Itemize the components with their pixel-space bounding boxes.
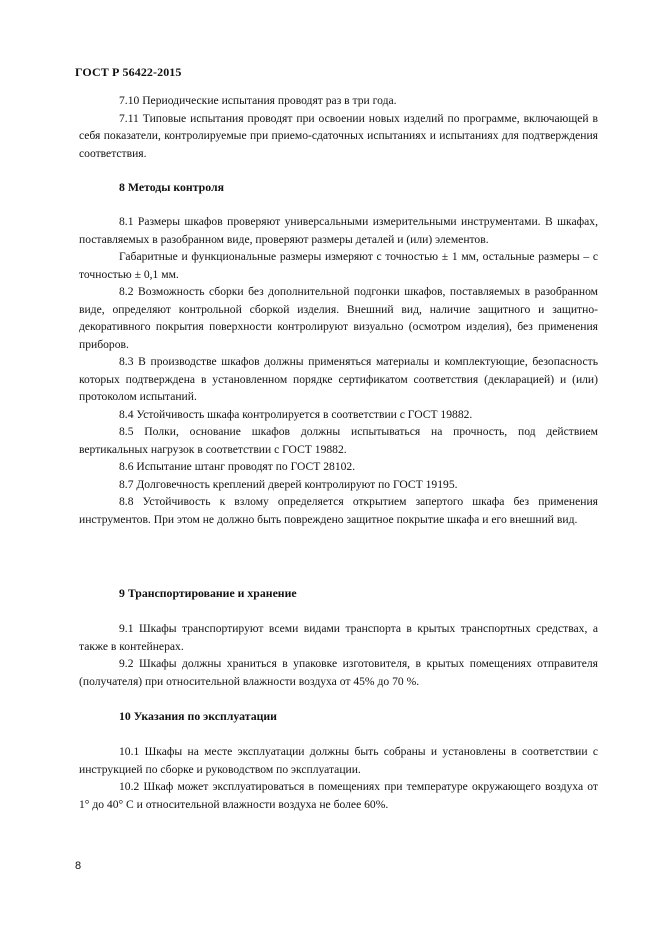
- section-9-body: [79, 620, 598, 690]
- paragraph-10-2: 10.2 Шкаф может эксплуатироваться в помещениях при температуре окружающего воздуха от 1° до 40° С и относительной влажности воздуха не более 60%.: [79, 780, 598, 811]
- section-10-body: [79, 743, 598, 813]
- section-9-heading-block: [79, 585, 598, 603]
- section-10-heading: 10 Указания по эксплуатации: [119, 709, 277, 723]
- paragraph-7-10: 7.10 Периодические испытания проводят раз в три года.: [119, 94, 397, 107]
- paragraph-7-11: 7.11 Типовые испытания проводят при освоении новых изделий по программе, включающей в себя показатели, контролируемые при приемо-сдаточных испытаниях и испытаниях для подтверждения соответствия.: [79, 111, 598, 160]
- paragraph-8-8: 8.8 Устойчивость к взлому определяется открытием запертого шкафа без применения инструментов. При этом не должно быть повреждено защитное покрытие шкафа и его внешний вид.: [79, 495, 598, 526]
- paragraph-10-1: 10.1 Шкафы на месте эксплуатации должны быть собраны и установлены в соответствии с инструкцией по сборке и руководством по эксплуатации.: [79, 745, 598, 776]
- paragraph-9-1: 9.1 Шкафы транспортируют всеми видами транспорта в крытых транспортных средствах, а также в контейнерах.: [79, 622, 598, 653]
- section-8-body: [79, 213, 598, 528]
- section-8-heading-block: [79, 179, 598, 197]
- paragraph-8-5: 8.5 Полки, основание шкафов должны испытываться на прочность, под действием вертикальных нагрузок в соответствии с ГОСТ 19882.: [79, 425, 598, 456]
- section-9-heading: 9 Транспортирование и хранение: [119, 586, 297, 600]
- paragraph-8-2: 8.2 Возможность сборки без дополнительной подгонки шкафов, поставляемых в разобранном виде, определяют контрольной сборкой изделия. Внешний вид, наличие защитного и защитно-декоративного покрытия поверхности контролируют визуально (осмотром изделия), без применения приборов.: [79, 285, 598, 351]
- document-header: ГОСТ Р 56422-2015: [75, 65, 182, 79]
- paragraph-8-1-tolerance: Габаритные и функциональные размеры измеряют с точностью ± 1 мм, остальные размеры – с точностью ± 0,1 мм.: [79, 250, 598, 281]
- paragraph-8-6: 8.6 Испытание штанг проводят по ГОСТ 28102.: [119, 460, 356, 473]
- section-7-continuation: [79, 92, 598, 162]
- paragraph-8-7: 8.7 Долговечность креплений дверей контролируют по ГОСТ 19195.: [119, 477, 458, 491]
- paragraph-9-2: 9.2 Шкафы должны храниться в упаковке изготовителя, в крытых помещениях отправителя (получателя) при относительной влажности воздуха от 45% до 70 %.: [79, 657, 598, 688]
- paragraph-8-3: 8.3 В производстве шкафов должны применяться материалы и комплектующие, безопасность которых подтверждена в установленном порядке сертификатом соответствия (декларацией) и (или) протоколом испытаний.: [79, 355, 598, 403]
- page-number: 8: [75, 860, 82, 872]
- paragraph-8-4: 8.4 Устойчивость шкафа контролируется в соответствии с ГОСТ 19882.: [119, 407, 473, 421]
- section-8-heading: 8 Методы контроля: [119, 180, 224, 194]
- paragraph-8-1: 8.1 Размеры шкафов проверяют универсальными измерительными инструментами. В шкафах, поставляемых в разобранном виде, проверяют размеры деталей и (или) элементов.: [79, 215, 598, 246]
- section-10-heading-block: [79, 708, 598, 726]
